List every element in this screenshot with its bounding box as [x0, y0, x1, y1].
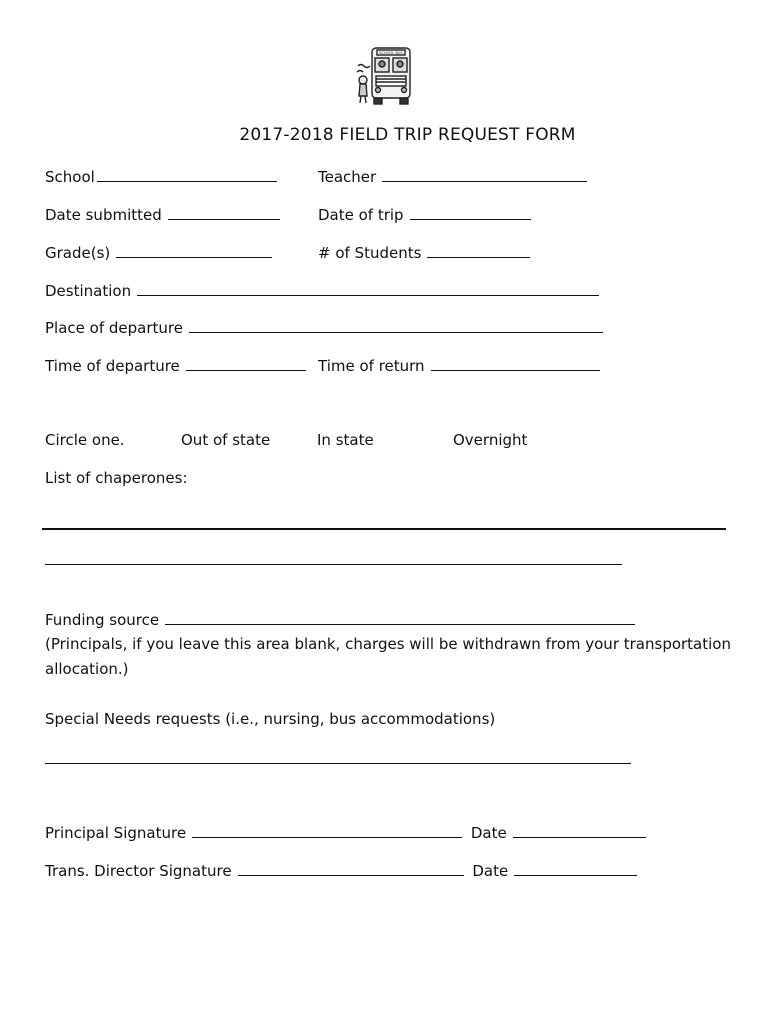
- teacher-blank[interactable]: [382, 167, 587, 182]
- num-students-label: # of Students: [318, 244, 422, 262]
- grades-label: Grade(s): [45, 244, 111, 262]
- principal-signature-field[interactable]: [45, 823, 646, 842]
- principal-signature-label: Principal Signature: [45, 824, 187, 842]
- destination-label: Destination: [45, 282, 132, 300]
- grades-blank[interactable]: [116, 243, 272, 258]
- place-of-departure-label: Place of departure: [45, 319, 183, 337]
- trans-director-date-blank[interactable]: [514, 861, 637, 876]
- place-of-departure-blank[interactable]: [189, 318, 603, 333]
- school-field[interactable]: [45, 167, 277, 186]
- special-needs-label: Special Needs requests (i.e., nursing, bus accommodations): [45, 710, 496, 728]
- form-title: 2017-2018 FIELD TRIP REQUEST FORM: [239, 125, 576, 145]
- date-submitted-blank[interactable]: [168, 205, 280, 220]
- funding-source-label: Funding source: [45, 611, 160, 629]
- chaperones-line-1[interactable]: [42, 528, 726, 530]
- school-blank[interactable]: [97, 167, 277, 182]
- school-label: School: [45, 168, 95, 186]
- bus-sign-text: SCHOOL BUS: [379, 51, 403, 55]
- option-out-of-state[interactable]: Out of state: [181, 431, 271, 449]
- time-of-departure-field[interactable]: [45, 356, 306, 375]
- time-of-departure-label: Time of departure: [45, 357, 180, 375]
- date-submitted-label: Date submitted: [45, 206, 162, 224]
- trans-director-signature-label: Trans. Director Signature: [45, 862, 232, 880]
- grades-field[interactable]: [45, 243, 272, 262]
- num-students-blank[interactable]: [427, 243, 530, 258]
- trans-director-signature-blank[interactable]: [238, 861, 464, 876]
- time-of-departure-blank[interactable]: [186, 356, 306, 371]
- funding-note-line-1: (Principals, if you leave this area blank, charges will be withdrawn from your transportation: [45, 635, 731, 653]
- funding-note-line-2: allocation.): [45, 660, 129, 678]
- destination-blank[interactable]: [137, 281, 599, 296]
- trans-director-date-label: Date: [472, 862, 509, 880]
- teacher-field[interactable]: [318, 167, 587, 186]
- time-of-return-blank[interactable]: [431, 356, 600, 371]
- option-overnight[interactable]: Overnight: [453, 431, 528, 449]
- school-bus-icon: [352, 42, 418, 108]
- time-of-return-label: Time of return: [318, 357, 425, 375]
- principal-date-blank[interactable]: [513, 823, 646, 838]
- destination-field[interactable]: [45, 281, 599, 300]
- time-of-return-field[interactable]: [318, 356, 600, 375]
- chaperones-line-2[interactable]: [45, 564, 622, 565]
- date-of-trip-label: Date of trip: [318, 206, 404, 224]
- funding-source-blank[interactable]: [165, 610, 635, 625]
- special-needs-line[interactable]: [45, 763, 631, 764]
- date-of-trip-blank[interactable]: [410, 205, 531, 220]
- principal-signature-blank[interactable]: [192, 823, 462, 838]
- place-of-departure-field[interactable]: [45, 318, 603, 337]
- num-students-field[interactable]: [318, 243, 530, 262]
- option-in-state[interactable]: In state: [317, 431, 374, 449]
- trans-director-signature-field[interactable]: [45, 861, 637, 880]
- teacher-label: Teacher: [318, 168, 377, 186]
- chaperones-label: List of chaperones:: [45, 469, 188, 487]
- date-of-trip-field[interactable]: [318, 205, 531, 224]
- date-submitted-field[interactable]: [45, 205, 280, 224]
- funding-source-field[interactable]: [45, 610, 635, 629]
- principal-date-label: Date: [470, 824, 507, 842]
- circle-one-label: Circle one.: [45, 431, 125, 449]
